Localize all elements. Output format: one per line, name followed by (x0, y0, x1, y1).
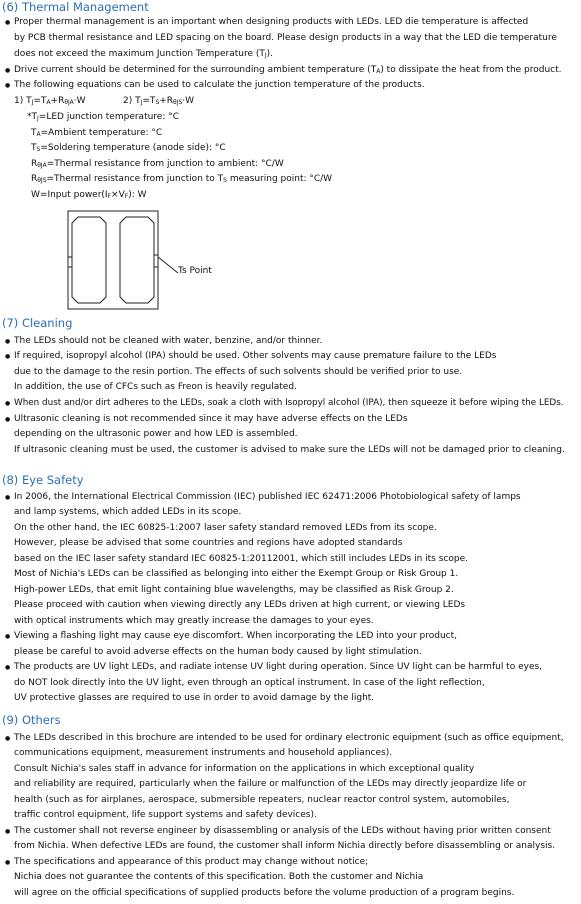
bullet: ● (5, 82, 11, 89)
cleaning-text-line: If ultrasonic cleaning must be used, the customer is advised to make sure the LEDs will not be damaged prior to cleaning. (14, 445, 565, 455)
others-text-line: Consult Nichia's sales staff in advance for information on the applications in which exceptional quality (14, 764, 475, 774)
cleaning-text-line: depending on the ultrasonic power and how LED is assembled. (14, 429, 298, 439)
led-package-diagram (60, 207, 190, 313)
bullet: ● (5, 664, 11, 671)
eye-text-line: with optical instruments which may greatly increase the damages to your eyes. (14, 616, 374, 626)
definition-rjs: $R_{\theta JS}=Thermal$ resistance from junction to $T_S$ measuring point: °C/W (31, 174, 333, 184)
package-outline (68, 211, 158, 309)
thermal-text-line: does not exceed the maximum Junction Temperature $(T_J)$. (14, 49, 274, 59)
left-pad (72, 217, 106, 303)
thermal-text-line: The following equations can be used to calculate the junction temperature of the products. (14, 80, 425, 90)
cleaning-text-line: If required, isopropyl alcohol (IPA) should be used. Other solvents may cause premature failure to the LEDs (14, 351, 497, 361)
eye-text-line: The products are UV light LEDs, and radiate intense UV light during operation. Since UV light can be harmful to eyes, (14, 662, 543, 672)
thermal-text-line: Drive current should be determined for the surrounding ambient temperature $(T_A)$ to dissipate the heat from the product. (14, 65, 562, 75)
bullet: ● (5, 494, 11, 501)
others-text-line: The specifications and appearance of this product may change without notice; (14, 857, 369, 867)
eye-text-line: UV protective glasses are required to use in order to avoid damage by the light. (14, 693, 375, 703)
eye-text-line: However, please be advised that some countries and regions have adopted standards (14, 538, 403, 548)
section-title-others: (9) Others (2, 713, 61, 727)
bullet: ● (5, 19, 11, 26)
eye-text-line: do NOT look directly into the UV light, even through an optical instrument. In case of the light reflection, (14, 678, 485, 688)
eye-text-line: Most of Nichia's LEDs can be classified as belonging into either the Exempt Group or Risk Group 1. (14, 569, 459, 579)
definition-ta: $T_A=Ambient$ temperature: °C (31, 128, 163, 138)
bullet: ● (5, 633, 11, 640)
ts-point-label: Ts Point (178, 266, 212, 276)
others-text-line: and reliability are required, particularly when the failure or malfunction of the LEDs may directly jeopardize life or (14, 779, 527, 789)
cleaning-text-line: Ultrasonic cleaning is not recommended since it may have adverse effects on the LEDs (14, 414, 408, 424)
definition-ts: $T_S=Soldering$ temperature (anode side): °C (31, 143, 226, 153)
others-text-line: will agree on the official specifications of supplied products before the volume production of a program begins. (14, 888, 515, 898)
definition-w: W=Input $power(I_F\times V_F)$: W (31, 190, 147, 200)
eye-text-line: please be careful to avoid adverse effects on the human body caused by light stimulation. (14, 647, 422, 657)
section-title-thermal-management: (6) Thermal Management (2, 0, 149, 14)
eye-text-line: In 2006, the International Electrical Commission (IEC) published IEC 62471:2006 Photobiological safety of lamps (14, 492, 521, 502)
eye-text-line: On the other hand, the IEC 60825-1:2007 laser safety standard removed LEDs from its scope. (14, 523, 437, 533)
section-title-eye-safety: (8) Eye Safety (2, 473, 84, 487)
equation-1: 1) $T_J=T_A+R_{\theta JA}\cdot W$ (14, 96, 86, 106)
cleaning-text-line: In addition, the use of CFCs such as Freon is heavily regulated. (14, 382, 297, 392)
others-text-line: The LEDs described in this brochure are intended to be used for ordinary electronic equipment (such as office equipment, (14, 733, 564, 743)
thermal-text-line: by PCB thermal resistance and LED spacing on the board. Please design products in a way that the LED die temperature (14, 33, 557, 43)
bullet: ● (5, 400, 11, 407)
bullet: ● (5, 416, 11, 423)
ts-point-leader (158, 257, 178, 273)
bullet: ● (5, 859, 11, 866)
definition-rja: $R_{\theta JA}=Thermal$ resistance from junction to ambient: °C/W (31, 159, 284, 169)
bullet: ● (5, 828, 11, 835)
section-title-cleaning: (7) Cleaning (2, 316, 73, 330)
definition-tj: $*T_J=LED$ junction temperature: °C (27, 112, 180, 122)
cleaning-text-line: due to the damage to the resin portion. The effects of such solvents should be verified prior to use. (14, 367, 463, 377)
others-text-line: from Nichia. When defective LEDs are found, the customer shall inform Nichia directly before disassembling or analysis. (14, 841, 556, 851)
others-text-line: traffic control equipment, life support systems and safety devices). (14, 810, 317, 820)
eye-text-line: based on the IEC laser safety standard IEC 60825-1:20112001, which still includes LEDs in its scope. (14, 554, 468, 564)
eye-text-line: Viewing a flashing light may cause eye discomfort. When incorporating the LED into your product, (14, 631, 458, 641)
cleaning-text-line: When dust and/or dirt adheres to the LEDs, soak a cloth with Isopropyl alcohol (IPA), then squeeze it before wiping the LEDs. (14, 398, 564, 408)
others-text-line: health (such as for airplanes, aerospace, submersible repeaters, nuclear reactor control system, automobiles, (14, 795, 510, 805)
bullet: ● (5, 67, 11, 74)
equation-2: 2) $T_J=T_S+R_{\theta JS}\cdot W$ (123, 96, 195, 106)
bullet: ● (5, 338, 11, 345)
right-pad (120, 217, 154, 303)
eye-text-line: Please proceed with caution when viewing directly any LEDs driven at high current, or viewing LEDs (14, 600, 466, 610)
thermal-text-line: Proper thermal management is an important when designing products with LEDs. LED die temperature is affected (14, 17, 529, 27)
others-text-line: communications equipment, measurement instruments and household appliances). (14, 748, 393, 758)
eye-text-line: High-power LEDs, that emit light containing blue wavelengths, may be classified as Risk Group 2. (14, 585, 454, 595)
others-text-line: The customer shall not reverse engineer by disassembling or analysis of the LEDs without having prior written consent (14, 826, 551, 836)
others-text-line: Nichia does not guarantee the contents of this specification. Both the customer and Nichia (14, 872, 424, 882)
eye-text-line: and lamp systems, which added LEDs in its scope. (14, 507, 242, 517)
cleaning-text-line: The LEDs should not be cleaned with water, benzine, and/or thinner. (14, 336, 323, 346)
bullet: ● (5, 353, 11, 360)
bullet: ● (5, 735, 11, 742)
